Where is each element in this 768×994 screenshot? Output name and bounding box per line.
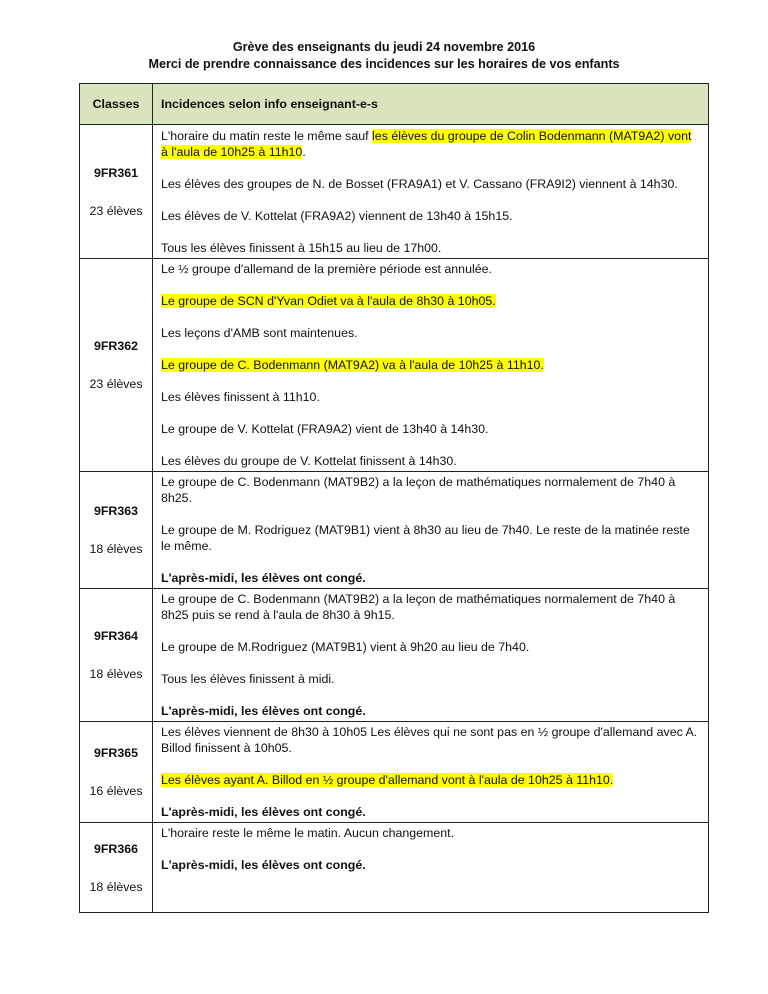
class-cell <box>80 823 153 913</box>
incidence-text: Les élèves finissent à 11h10. <box>161 390 320 404</box>
header-classes: Classes <box>80 84 153 125</box>
class-code: 9FR361 <box>93 165 139 180</box>
class-cell <box>80 722 153 823</box>
incidence-text: Tous les élèves finissent à midi. <box>161 672 335 686</box>
incidence-text: L'après-midi, les élèves ont congé. <box>161 858 366 872</box>
incidence-text: Les élèves des groupes de N. de Bosset (FRA9A1) et V. Cassano (FRA9I2) viennent à 14h30. <box>161 177 678 191</box>
incidence-text: Le ½ groupe d'allemand de la première période est annulée. <box>161 262 492 276</box>
student-count: 18 élèves <box>89 667 143 681</box>
class-code: 9FR363 <box>93 504 139 518</box>
incidence-text: L'horaire du matin reste le même sauf les élèves du groupe de Colin Bodenmann (MAT9A2) vont à l'aula de 10h25 à 11h10. <box>161 129 692 159</box>
incidence-text: Le groupe de C. Bodenmann (MAT9B2) a la leçon de mathématiques normalement de 7h40 à 8h25 puis se rend à l'aula de 8h30 à 9h15. <box>161 592 676 622</box>
table-row <box>80 125 709 259</box>
document-subtitle: Merci de prendre connaissance des incidences sur les horaires de vos enfants <box>148 57 620 71</box>
highlighted-text: Le groupe de C. Bodenmann (MAT9A2) va à l'aula de 10h25 à 11h10. <box>161 358 544 372</box>
incidences-table <box>79 83 709 913</box>
student-count: 23 élèves <box>89 377 143 391</box>
table-row <box>80 472 709 589</box>
class-cell <box>80 125 153 259</box>
incidence-text: Les leçons d'AMB sont maintenues. <box>161 326 358 340</box>
class-cell <box>80 472 153 589</box>
class-cell <box>80 589 153 722</box>
incidence-text: Le groupe de C. Bodenmann (MAT9B2) a la leçon de mathématiques normalement de 7h40 à 8h25. <box>161 475 676 505</box>
incidence-cell <box>153 472 709 589</box>
student-count: 18 élèves <box>89 542 143 556</box>
student-count: 18 élèves <box>89 879 143 894</box>
student-count: 16 élèves <box>89 784 143 798</box>
table-row <box>80 589 709 722</box>
highlighted-text: Le groupe de SCN d'Yvan Odiet va à l'aula de 8h30 à 10h05. <box>161 294 496 308</box>
incidence-text: L'après-midi, les élèves ont congé. <box>161 704 366 718</box>
incidence-cell <box>153 125 709 259</box>
table-row <box>80 259 709 472</box>
table-row <box>80 823 709 913</box>
incidence-text: Les élèves de V. Kottelat (FRA9A2) viennent de 13h40 à 15h15. <box>161 209 513 223</box>
incidence-cell <box>153 589 709 722</box>
header-incidences: Incidences selon info enseignant-e-s <box>153 84 709 125</box>
incidence-cell <box>153 259 709 472</box>
class-code: 9FR364 <box>93 629 139 643</box>
incidence-text: Tous les élèves finissent à 15h15 au lieu de 17h00. <box>161 241 442 255</box>
class-code: 9FR366 <box>93 841 139 856</box>
incidence-cell <box>153 722 709 823</box>
class-code: 9FR365 <box>93 746 139 760</box>
highlighted-text: Les élèves ayant A. Billod en ½ groupe d'allemand vont à l'aula de 10h25 à 11h10. <box>161 773 614 787</box>
incidence-cell <box>153 823 709 913</box>
incidence-text: Les élèves viennent de 8h30 à 10h05 Les élèves qui ne sont pas en ½ groupe d'allemand avec A. Billod finissent à 10h05. <box>161 725 698 755</box>
class-cell <box>80 259 153 472</box>
student-count: 23 élèves <box>89 203 143 218</box>
incidence-text: L'après-midi, les élèves ont congé. <box>161 571 366 585</box>
document-title: Grève des enseignants du jeudi 24 novembre 2016 <box>232 40 536 54</box>
table-header-row <box>80 84 709 125</box>
incidence-text: Les élèves du groupe de V. Kottelat finissent à 14h30. <box>161 454 457 468</box>
incidence-text: L'horaire reste le même le matin. Aucun changement. <box>161 826 455 840</box>
incidence-text: Le groupe de M. Rodriguez (MAT9B1) vient à 8h30 au lieu de 7h40. Le reste de la matinée reste le même. <box>161 523 690 553</box>
incidence-text: Le groupe de M.Rodriguez (MAT9B1) vient à 9h20 au lieu de 7h40. <box>161 640 530 654</box>
class-code: 9FR362 <box>93 339 139 353</box>
incidence-text: L'après-midi, les élèves ont congé. <box>161 805 366 819</box>
table-row <box>80 722 709 823</box>
highlighted-text: les élèves du groupe de Colin Bodenmann (MAT9A2) vont à l'aula de 10h25 à 11h10 <box>161 129 692 159</box>
incidence-text: Le groupe de V. Kottelat (FRA9A2) vient de 13h40 à 14h30. <box>161 422 489 436</box>
